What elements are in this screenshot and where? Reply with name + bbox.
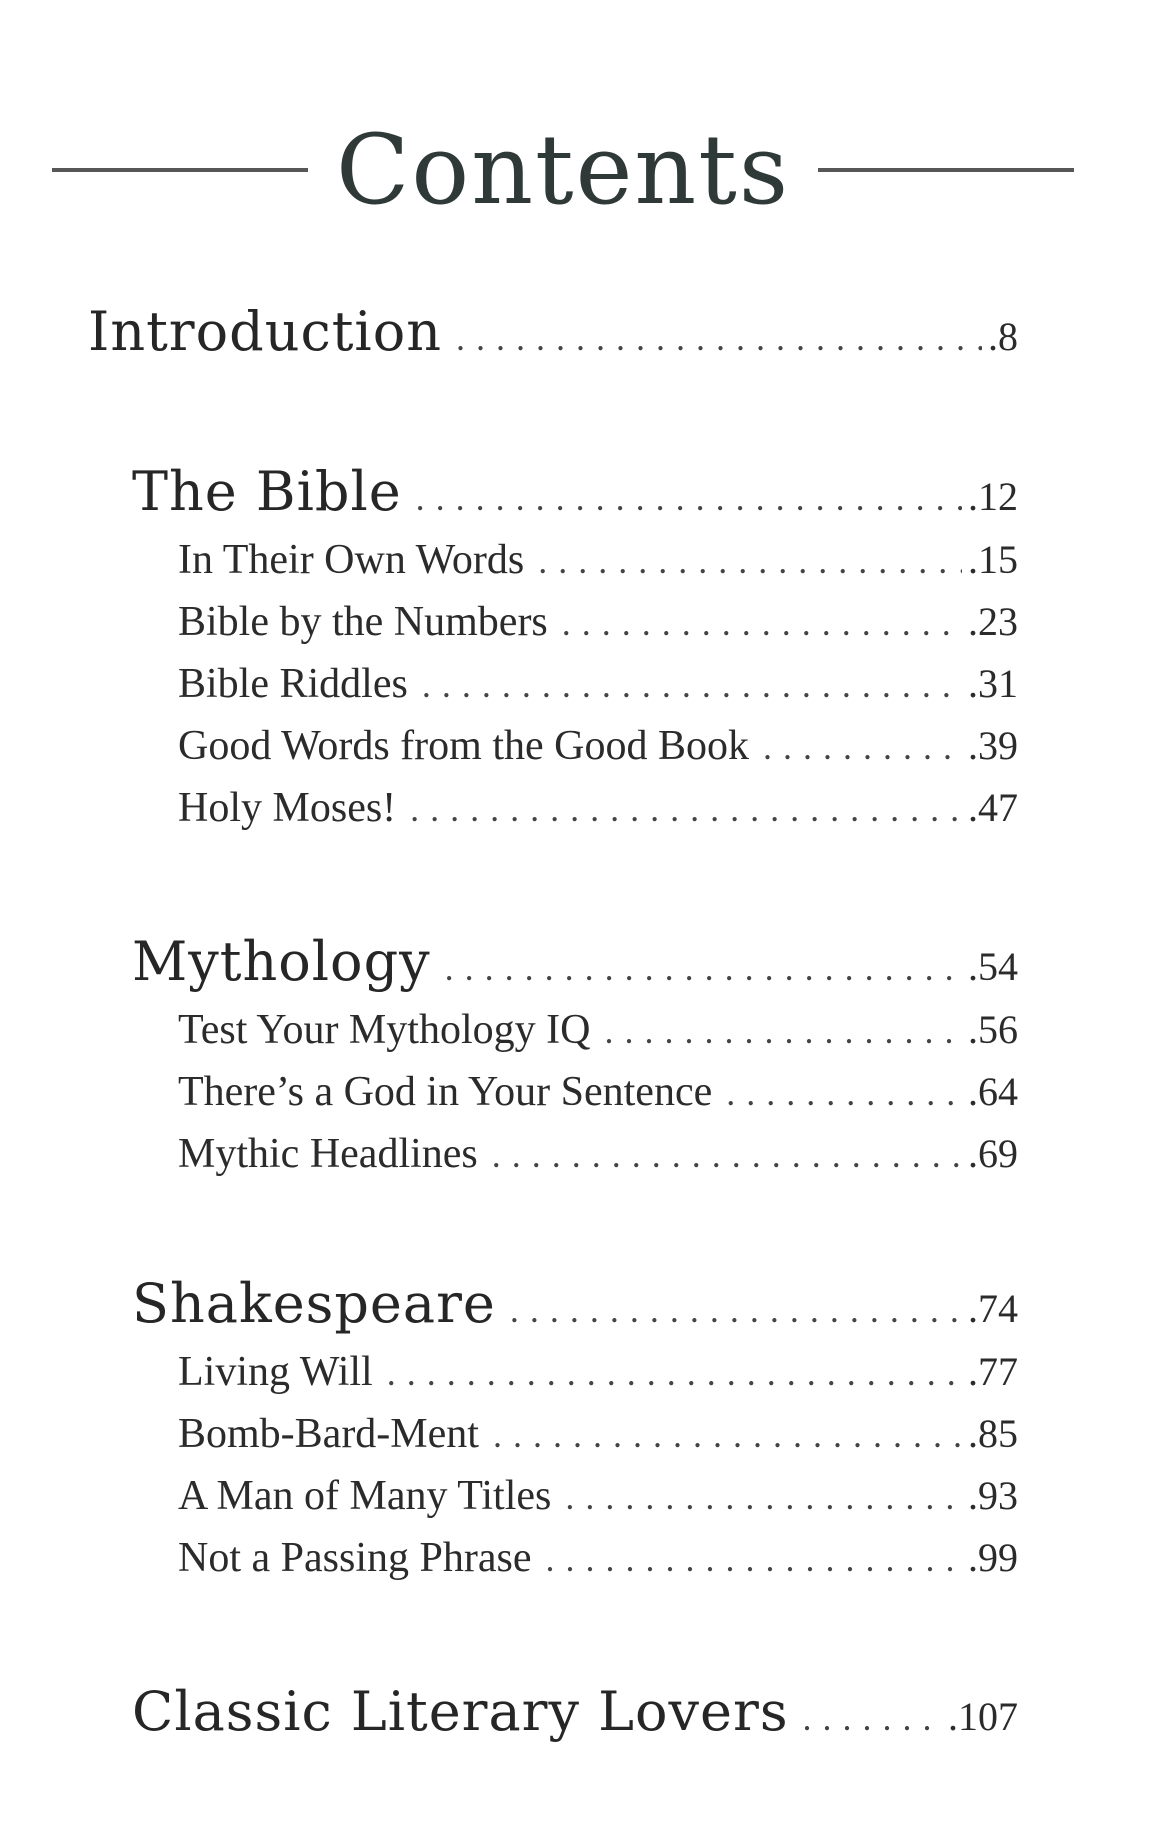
toc-entry[interactable] [178, 598, 1018, 646]
toc-section-shakespeare[interactable] [132, 1272, 1018, 1335]
dot-leader [387, 1352, 962, 1394]
section-label: Classic Literary Lovers [132, 1680, 789, 1743]
dot-leader [416, 477, 962, 519]
title-block [52, 100, 1074, 240]
dot-leader [492, 1134, 962, 1176]
entry-label: In Their Own Words [178, 537, 525, 583]
toc-entry[interactable] [178, 1348, 1018, 1396]
page-number: .31 [968, 661, 1018, 706]
entry-label: Test Your Mythology IQ [178, 1007, 591, 1053]
toc-entry[interactable] [178, 1068, 1018, 1116]
dot-leader [803, 1697, 942, 1739]
title-rule-left [52, 168, 308, 172]
dot-leader [604, 1010, 962, 1052]
dot-leader [410, 788, 962, 830]
entry-label: A Man of Many Titles [178, 1473, 552, 1519]
page-number: .12 [968, 474, 1018, 519]
page-number: .77 [968, 1349, 1018, 1394]
dot-leader [545, 1538, 962, 1580]
toc-entry[interactable] [178, 536, 1018, 584]
section-label: Mythology [132, 930, 431, 993]
dot-leader [538, 540, 962, 582]
page-number: .47 [968, 785, 1018, 830]
dot-leader [456, 317, 982, 359]
page-number: .39 [968, 723, 1018, 768]
dot-leader [565, 1476, 962, 1518]
dot-leader [493, 1414, 962, 1456]
entry-label: There’s a God in Your Sentence [178, 1069, 713, 1115]
dot-leader [763, 726, 962, 768]
page-number: .56 [968, 1007, 1018, 1052]
entry-label: Bomb-Bard-Ment [178, 1411, 479, 1457]
toc-entry[interactable] [178, 784, 1018, 832]
dot-leader [510, 1289, 962, 1331]
page-number: .107 [948, 1694, 1018, 1739]
page-title: Contents [335, 114, 791, 226]
dot-leader [445, 947, 962, 989]
page-number: .69 [968, 1131, 1018, 1176]
toc-section-introduction[interactable] [88, 300, 1018, 363]
entry-label: Living Will [178, 1349, 373, 1395]
entry-label: Bible by the Numbers [178, 599, 548, 645]
dot-leader [562, 602, 962, 644]
toc-section-mythology[interactable] [132, 930, 1018, 993]
toc-entry[interactable] [178, 1130, 1018, 1178]
page-number: .23 [968, 599, 1018, 644]
page-number: .85 [968, 1411, 1018, 1456]
toc-entry[interactable] [178, 1006, 1018, 1054]
section-label: Introduction [88, 300, 442, 363]
page-number: .99 [968, 1535, 1018, 1580]
entry-label: Not a Passing Phrase [178, 1535, 532, 1581]
title-rule-right [818, 168, 1074, 172]
toc-entry[interactable] [178, 660, 1018, 708]
page-number: .8 [988, 314, 1018, 359]
dot-leader [422, 664, 962, 706]
toc-entry[interactable] [178, 722, 1018, 770]
entry-label: Holy Moses! [178, 785, 397, 831]
toc-section-classic-literary-lovers[interactable] [132, 1680, 1018, 1743]
entry-label: Good Words from the Good Book [178, 723, 749, 769]
page-number: .15 [968, 537, 1018, 582]
entry-label: Mythic Headlines [178, 1131, 478, 1177]
page-number: .93 [968, 1473, 1018, 1518]
entry-label: Bible Riddles [178, 661, 408, 707]
page-number: .64 [968, 1069, 1018, 1114]
toc-entry[interactable] [178, 1472, 1018, 1520]
dot-leader [726, 1072, 962, 1114]
section-label: The Bible [132, 460, 402, 523]
toc-entry[interactable] [178, 1534, 1018, 1582]
page-number: .54 [968, 944, 1018, 989]
toc-section-bible[interactable] [132, 460, 1018, 523]
page-number: .74 [968, 1286, 1018, 1331]
section-label: Shakespeare [132, 1272, 496, 1335]
toc-entry[interactable] [178, 1410, 1018, 1458]
